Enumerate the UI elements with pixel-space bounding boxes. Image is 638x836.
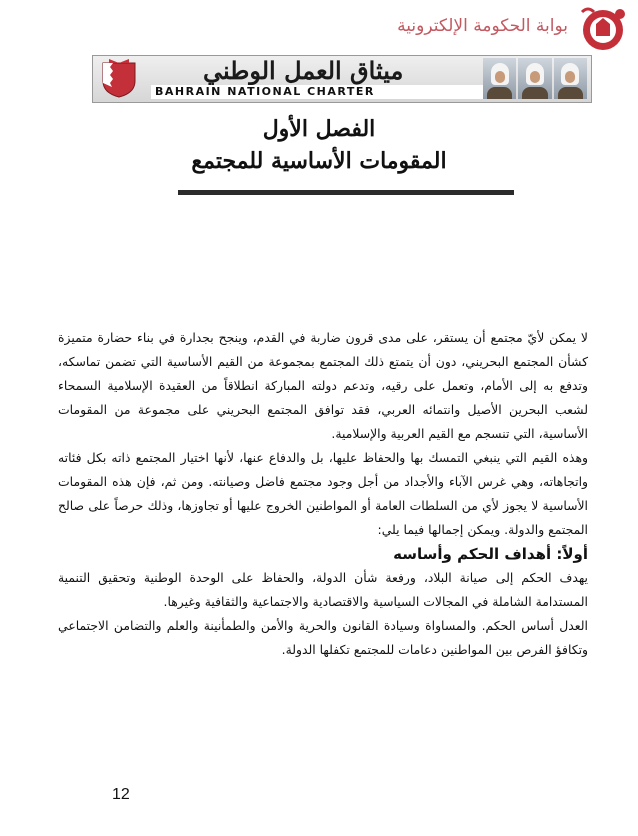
bahrain-coat-of-arms-icon — [99, 59, 139, 99]
portrait-image — [518, 58, 551, 99]
bahrain-emblem-icon — [576, 4, 630, 52]
chapter-body — [58, 326, 588, 662]
portal-title: بوابة الحكومة الإلكترونية — [397, 16, 568, 36]
portrait-image — [554, 58, 587, 99]
chapter-number: الفصل الأول — [262, 116, 376, 142]
banner-title-english: BAHRAIN NATIONAL CHARTER — [151, 85, 483, 99]
title-divider — [178, 190, 514, 195]
portrait-image — [483, 58, 516, 99]
section-heading: أولاً: أهداف الحكم وأساسه — [393, 545, 588, 563]
page-number: 12 — [112, 786, 130, 803]
body-paragraph: يهدف الحكم إلى صيانة البلاد، ورفعة شأن الدولة، والحفاظ على الوحدة الوطنية وتحقيق التنمية المستدامة الشاملة في المجالات السياسية والاقتصادية والاجتماعية والثقافية وغيرها. — [58, 570, 588, 609]
leader-portraits — [483, 58, 587, 99]
banner-title-arabic: ميثاق العمل الوطني — [203, 56, 404, 85]
body-paragraph: العدل أساس الحكم. والمساواة وسيادة القانون والحرية والأمن والطمأنينة والعلم والتضامن الاجتماعي وتكافؤ الفرص بين المواطنين دعامات للمجتمع تكفلها الدولة. — [58, 618, 588, 657]
body-paragraph: لا يمكن لأيّ مجتمع أن يستقر، على مدى قرون ضاربة في القدم، وينجح بجدارة في بناء حضارة متميزة كشأن المجتمع البحريني، دون أن يتمتع ذلك المجتمع بمجموعة من القيم الأساسية التي تضمن تماسكه، وتدفع به إلى الأمام، وتعمل على رقيه، وتدعم دولته المباركة انطلاقاً من العقيدة الإسلامية السمحاء لشعب البحرين الأصيل وانتمائه العربي، فقد توافق المجتمع البحريني على مجموعة من المقومات الأساسية، التي تنسجم مع القيم العربية والإسلامية. — [58, 330, 588, 441]
egov-portal-header — [397, 4, 630, 52]
chapter-title: المقومات الأساسية للمجتمع — [191, 148, 447, 174]
body-paragraph: وهذه القيم التي ينبغي التمسك بها والحفاظ عليها، بل والدفاع عنها، لأنها اختيار المجتمع ذاته بكل فئاته واتجاهاته، وهي غرس الآباء والأجداد من أجل وجود مجتمع فاضل وصيانته. ومن ثم، فإن هذه المقومات الأساسية لا يجوز لأي من السلطات العامة أو المواطنين الخروج عليها أو تجاوزها، وذلك حرصاً على صالح المجتمع والدولة. ويمكن إجمالها فيما يلي: — [58, 450, 588, 537]
charter-banner — [92, 55, 592, 103]
